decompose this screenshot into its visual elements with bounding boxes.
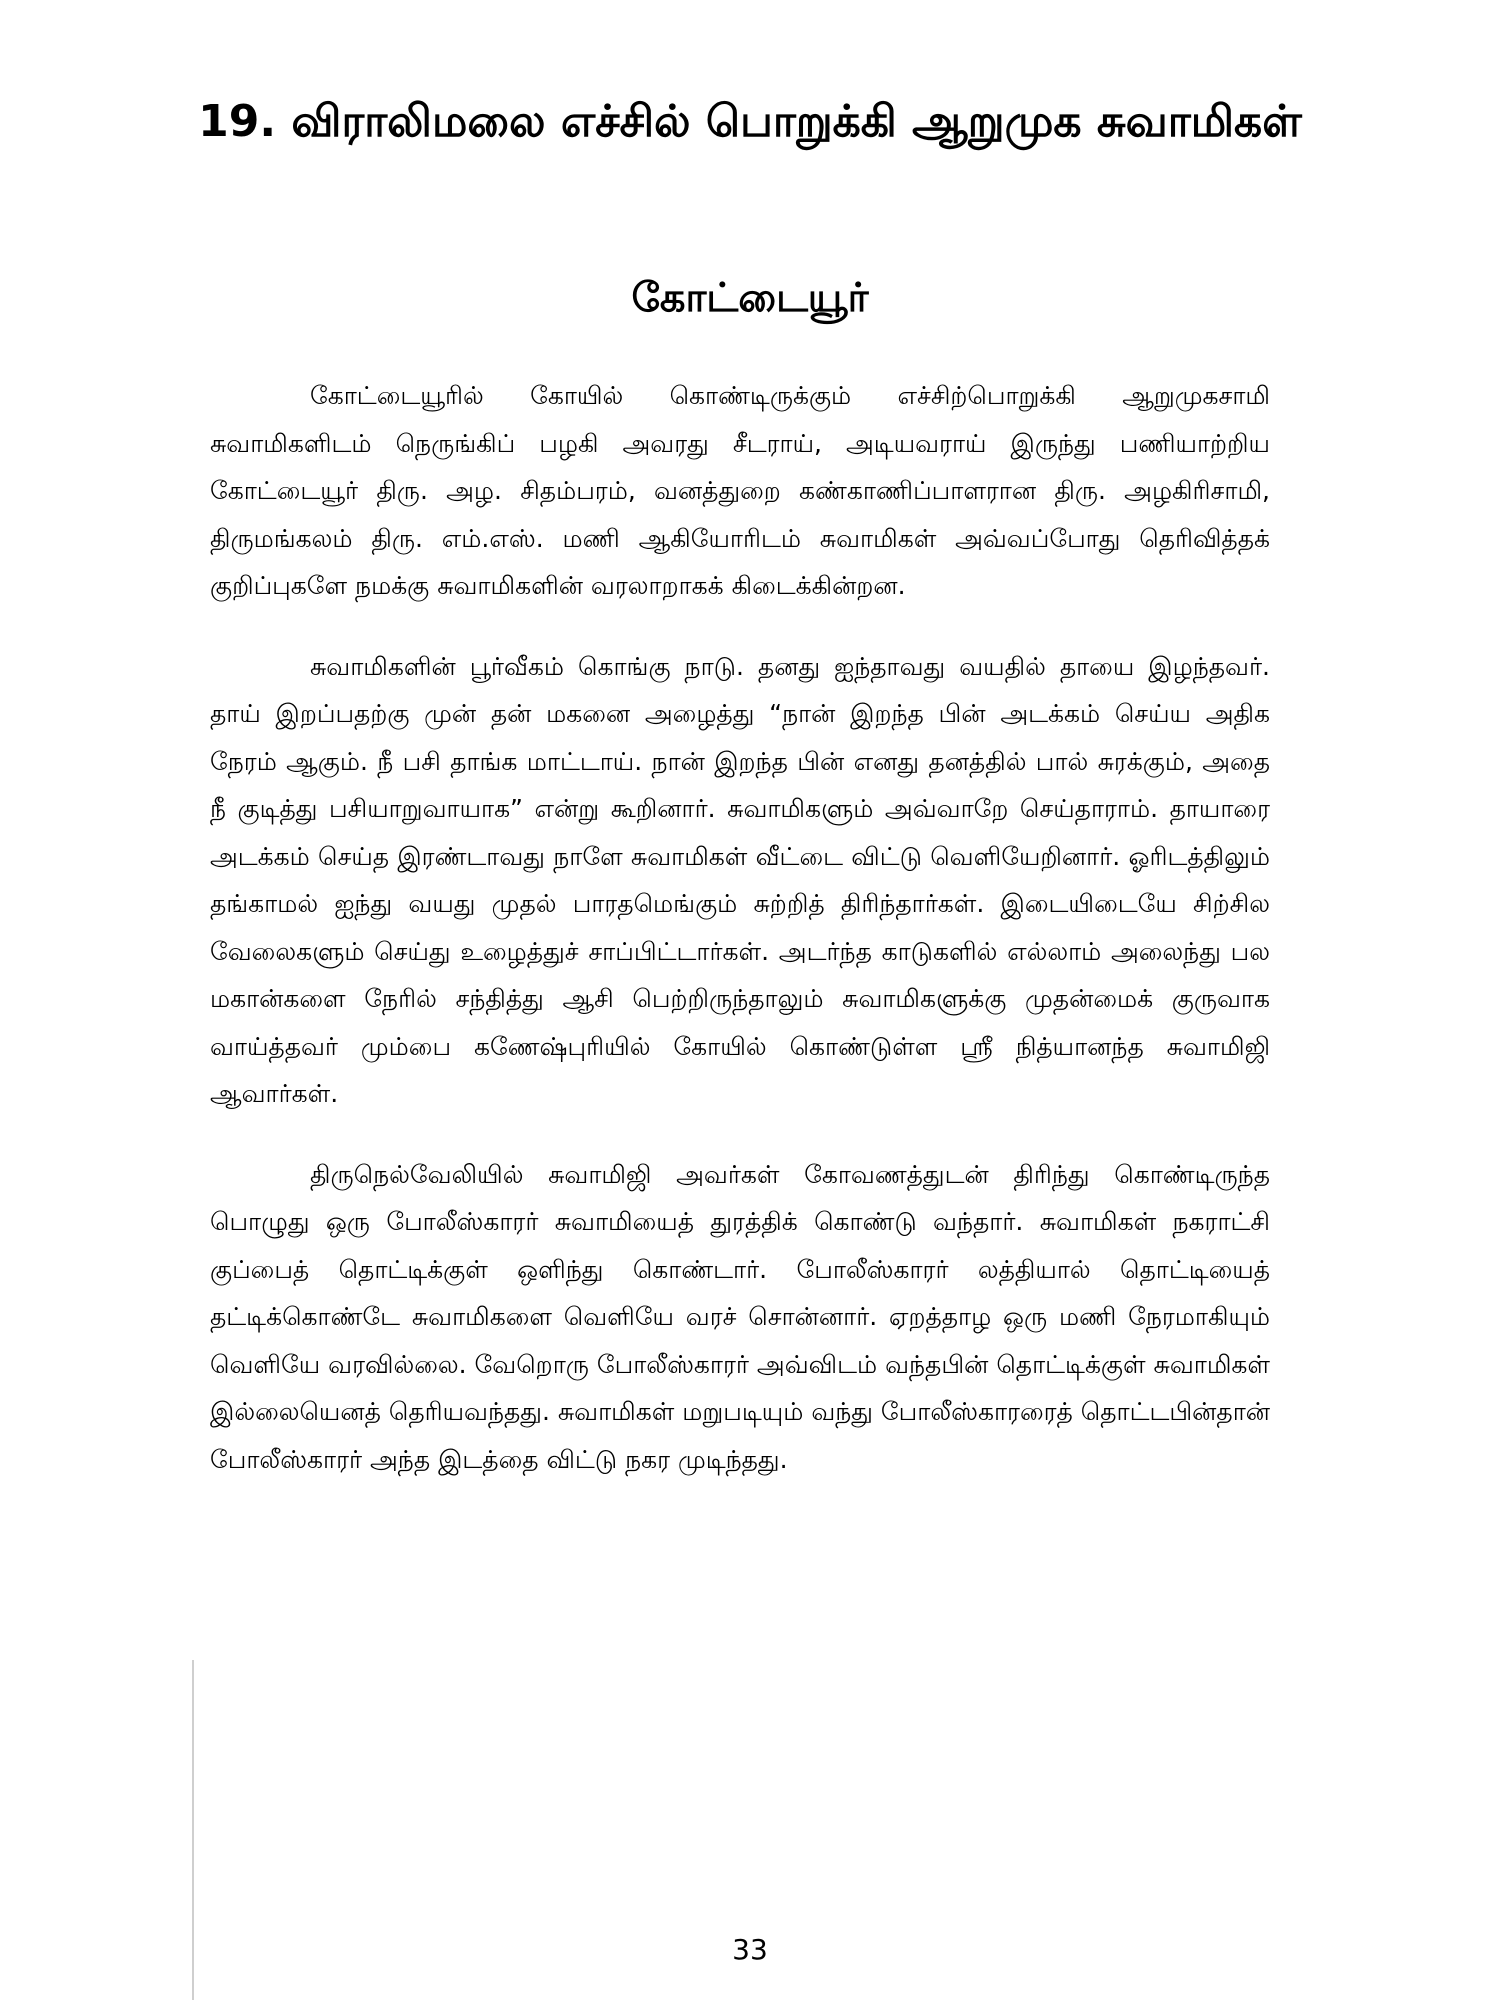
paragraph-intro: கோட்டையூரில் கோயில் கொண்டிருக்கும் எச்சிற்பொறுக்கி ஆறுமுகசாமி சுவாமிகளிடம் நெருங்கிப் பழகி அவரது சீடராய், அடியவராய் இருந்து பணியாற்றிய கோட்டையூர் திரு. அழ. சிதம்பரம், வனத்துறை கண்காணிப்பாளரான திரு. அழகிரிசாமி, திருமங்கலம் திரு. எம்.எஸ். மணி ஆகியோரிடம் சுவாமிகள் அவ்வப்போது தெரிவித்தக் குறிப்புகளே நமக்கு சுவாமிகளின் வரலாறாகக் கிடைக்கின்றன.: [210, 381, 1270, 600]
section-heading: கோட்டையூர்: [631, 275, 869, 321]
paragraph-tirunelveli: திருநெல்வேலியில் சுவாமிஜி அவர்கள் கோவணத்துடன் திரிந்து கொண்டிருந்த பொழுது ஒரு போலீஸ்காரர் சுவாமியைத் துரத்திக் கொண்டு வந்தார். சுவாமிகள் நகராட்சி குப்பைத் தொட்டிக்குள் ஒளிந்து கொண்டார். போலீஸ்காரர் லத்தியால் தொட்டியைத் தட்டிக்கொண்டே சுவாமிகளை வெளியே வரச் சொன்னார். ஏறத்தாழ ஒரு மணி நேரமாகியும் வெளியே வரவில்லை. வேறொரு போலீஸ்காரர் அவ்விடம் வந்தபின் தொட்டிக்குள் சுவாமிகள் இல்லையெனத் தெரியவந்தது. சுவாமிகள் மறுபடியும் வந்து போலீஸ்காரரைத் தொட்டபின்தான் போலீஸ்காரர் அந்த இடத்தை விட்டு நகர முடிந்தது.: [210, 1159, 1270, 1474]
paragraph-origin: சுவாமிகளின் பூர்வீகம் கொங்கு நாடு. தனது ஐந்தாவது வயதில் தாயை இழந்தவர். தாய் இறப்பதற்கு முன் தன் மகனை அழைத்து “நான் இறந்த பின் அடக்கம் செய்ய அதிக நேரம் ஆகும். நீ பசி தாங்க மாட்டாய். நான் இறந்த பின் எனது தனத்தில் பால் சுரக்கும், அதை நீ குடித்து பசியாறுவாயாக” என்று கூறினார். சுவாமிகளும் அவ்வாறே செய்தாராம். தாயாரை அடக்கம் செய்த இரண்டாவது நாளே சுவாமிகள் வீட்டை விட்டு வெளியேறினார். ஓரிடத்திலும் தங்காமல் ஐந்து வயது முதல் பாரதமெங்கும் சுற்றித் திரிந்தார்கள். இடையிடையே சிற்சில வேலைகளும் செய்து உழைத்துச் சாப்பிட்டார்கள். அடர்ந்த காடுகளில் எல்லாம் அலைந்து பல மகான்களை நேரில் சந்தித்து ஆசி பெற்றிருந்தாலும் சுவாமிகளுக்கு முதன்மைக் குருவாக வாய்த்தவர் மும்பை கணேஷ்புரியில் கோயில் கொண்டுள்ள ஸ்ரீ நித்யானந்த சுவாமிஜி ஆவார்கள்.: [210, 651, 1270, 1108]
body-text: [210, 372, 1270, 1483]
page-number: 33: [732, 1933, 768, 1966]
chapter-title: 19. விராலிமலை எச்சில் பொறுக்கி ஆறுமுக சுவாமிகள்: [198, 96, 1302, 147]
